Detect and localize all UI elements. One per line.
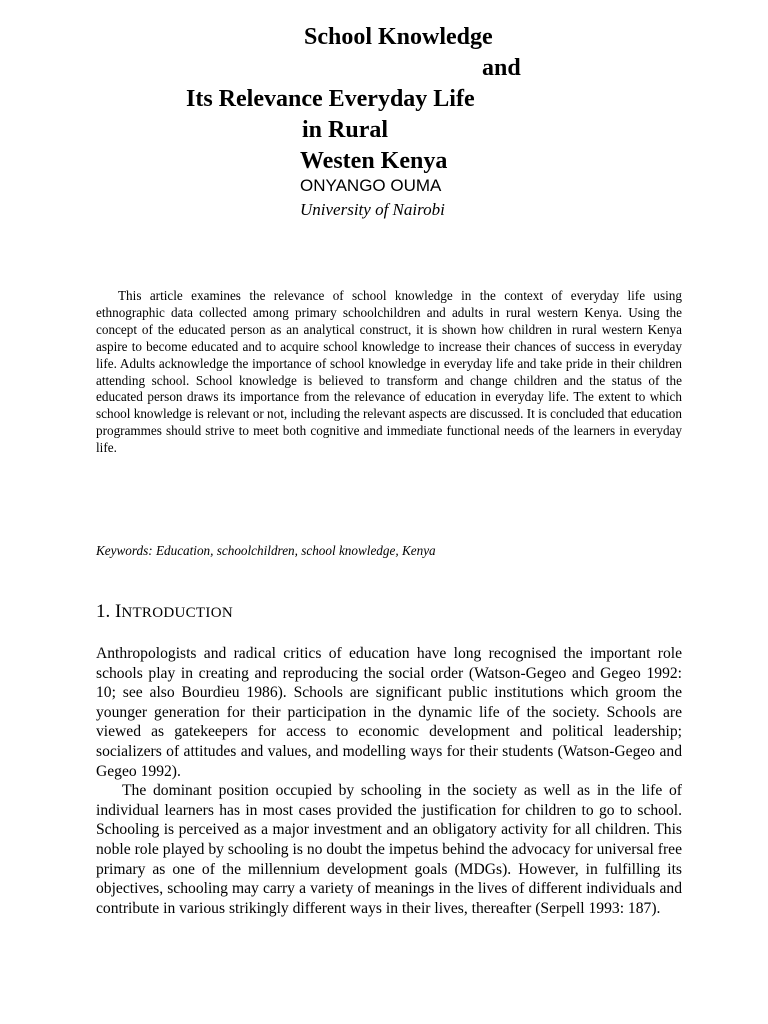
title-line-3: Its Relevance Everyday Life: [186, 86, 475, 112]
title-line-4: in Rural: [302, 117, 389, 143]
title-line-1: School Knowledge: [304, 24, 493, 50]
title-line-2: and: [482, 55, 521, 81]
section-heading: [96, 600, 233, 625]
author-name: ONYANGO OUMA: [300, 176, 442, 195]
body-text: [96, 644, 682, 918]
abstract: This article examines the relevance of school knowledge in the context of everyday life using ethnographic data collected among primary schoolchildren and adults in rural western Kenya. Using the concept of the educated person as an analytical construct, it is shown how children in rural western Kenya aspire to become educated and to acquire school knowledge to increase their chances of success in everyday life. Adults acknowledge the importance of school knowledge in everyday life and take pride in their children attending school. School knowledge is believed to transform and change children and the status of the educated person draws its importance from the relevance of education in everyday life. The extent to which school knowledge is relevant or not, including the relevant aspects are discussed. It is concluded that education programmes should strive to meet both cognitive and immediate functional needs of the learners in everyday life.: [96, 288, 682, 456]
section-title-rest: NTRODUCTION: [121, 605, 233, 621]
author-affiliation: University of Nairobi: [300, 200, 445, 219]
title-line-5: Westen Kenya: [300, 148, 448, 174]
section-initial: I: [115, 601, 122, 622]
keywords: Keywords: Education, schoolchildren, school knowledge, Kenya: [96, 543, 436, 558]
paragraph-1: Anthropologists and radical critics of education have long recognised the important role schools play in creating and reproducing the social order (Watson-Gegeo and Gegeo 1992: 10; see also Bourdieu 1986). Schools are significant public institutions which groom the younger generation for their participation in the dynamic life of the society. Schools are viewed as gatekeepers for access to economic development and political leadership; socializers of attitudes and values, and modelling ways for their students (Watson-Gegeo and Gegeo 1992).: [96, 645, 682, 780]
section-number: 1.: [96, 601, 111, 622]
paragraph-2: The dominant position occupied by schooling in the society as well as in the life of individual learners has in most cases provided the justification for children to go to school. Schooling is perceived as a major investment and an obligatory activity for all children. This noble role played by schooling is no doubt the impetus behind the advocacy for universal free primary as one of the millennium development goals (MDGs). However, in fulfilling its objectives, schooling may carry a variety of meanings in the lives of different individuals and contribute in various strikingly different ways in their lives, thereafter (Serpell 1993: 187).: [96, 782, 682, 917]
